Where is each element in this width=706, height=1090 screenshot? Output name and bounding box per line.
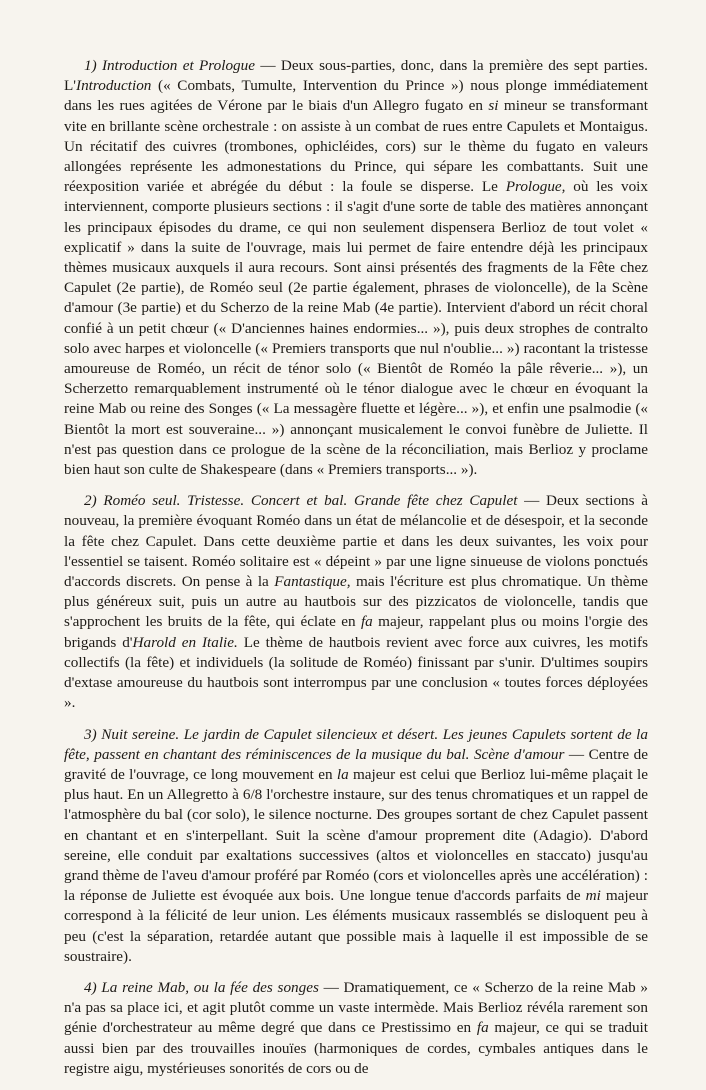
italic-run: Fantastique, (274, 573, 351, 591)
text-run: mais l'écriture est plus chromatique. Un thème plus généreux suit, puis un autre au hautbois sur des pizzicatos de violoncelle, tandis que s'approchent les bruits de la fête, qui éclate en (64, 573, 648, 631)
paragraph-1 (64, 56, 648, 480)
text-run: — Centre de gravité de l'ouvrage, ce long mouvement en (64, 745, 648, 783)
text-run: — Deux sous-parties, donc, dans la première des sept parties. (254, 57, 648, 74)
text-run: majeur, ce qui se traduit aussi bien par des trouvailles inouïes (harmoniques de cordes, cymbales antiques dans le registre aigu, mystérieuses sonorités de cors ou de (64, 1019, 648, 1077)
paragraph-4 (64, 978, 648, 1079)
italic-run: la (336, 765, 349, 783)
text-run: Le thème de hautbois revient avec force aux cuivres, les motifs collectifs (la fête) et individuels (la solitude de Roméo) finissant par s'unir. D'ultimes soupirs d'extase amoureuse du hautbois sont interrompus par une conclusion « toutes forces déployées ». (64, 633, 648, 712)
italic-run: Prologue, (505, 178, 566, 196)
italic-run: Introduction (76, 77, 152, 95)
paragraph-number: 2) (84, 492, 104, 510)
paragraph-heading: Introduction et Prologue (102, 57, 255, 74)
text-run: où les voix interviennent, comporte plusieurs sections : il s'agit d'une sorte de table des matières annonçant les principaux épisodes du drame, ce qui non seulement dispensera Berlioz de tout volet « explicatif » dans la suite de l'ouvrage, mais lui permet de faire entendre déjà les principaux thèmes musicaux auxquels il aura recours. Sont ainsi présentés des fragments de la Fête chez Capulet (2e partie), de Roméo seul (2e partie également, phrases de violoncelle), de la Scène d'amour (3e partie) et du Scherzo de la reine Mab (4e partie). Intervient d'abord un récit choral confié à un petit chœur (« D'anciennes haines endormies... »), puis deux strophes de contralto solo avec harpes et violoncelle (« Premiers transports que nul n'oublie... ») racontant la tristesse amoureuse de Roméo, un récit de ténor solo (« Bientôt de Roméo la pâle rêverie... »), un Scherzetto remarquablement instrumenté où le ténor dialogue avec le chœur en évoquant la reine Mab ou reine des Songes (« La messagère fluette et légère... »), et enfin une psalmodie (« Bientôt la mort est souveraine... ») annonçant musicalement le convoi funèbre de Juliette. Il n'est pas question dans ce prologue de la scène de la réconciliation, mais Berlioz y proclame bien haut son culte de Shakespeare (dans « Premiers transports... »). (64, 178, 648, 479)
text-run: (« Combats, Tumulte, Intervention du Prince ») nous plonge immédiatement dans les rues agitées de Vérone par le biais d'un Allegro fugato en (64, 77, 648, 115)
paragraph-heading: La reine Mab, ou la fée des songes (101, 978, 319, 996)
paragraph-number: 3) (84, 725, 102, 743)
paragraph-heading: Nuit sereine. Le jardin de Capulet silencieux et désert. Les jeunes Capulets sortent de la fête, passent en chantant des réminiscences de la musique du bal. Scène d'amour (64, 725, 649, 763)
text-run: majeur est celui que Berlioz lui-même plaçait le plus haut. En un Allegretto à 6/8 l'orchestre instaure, sur des tenus chromatiques et un rappel de l'atmosphère du bal (cor solo), le silence nocturne. Des groupes sortant de chez Capulet passent en chantant et en s'interpellant. Suit la scène d'amour proprement dite (Adagio). D'abord sereine, elle conduit par exaltations successives (altos et violoncelles en staccato) jusqu'au grand thème de l'aveu d'amour proféré par Roméo (cors et violoncelles après une accélération) : la réponse de Juliette est évoquée aux bois. Une longue tenue d'accords parfaits de (64, 765, 648, 905)
text-run: majeur, rappelant plus ou moins l'orgie des brigands d' (64, 613, 648, 651)
italic-run: fa (476, 1019, 489, 1037)
italic-run: mi (585, 887, 601, 905)
paragraph-heading: Roméo seul. Tristesse. Concert et bal. Grande fête chez Capulet (103, 492, 518, 510)
text-run: majeur correspond à la félicité de leur union. Les éléments musicaux rassemblés se disloquent peu à peu (c'est la séparation, retardée autant que possible mais à laquelle il est impossible de se soustraire). (64, 887, 649, 965)
italic-run: si (488, 97, 499, 115)
text-run: — Dramatiquement, ce « Scherzo de la reine Mab » n'a pas sa place ici, et agit plutôt comme un vaste intermède. Mais Berlioz révéla rarement son génie d'orchestrateur au même degré que dans ce Prestissimo en (64, 978, 648, 1037)
paragraph-2 (64, 491, 648, 713)
text-run: — Deux sections à nouveau, la première évoquant Roméo dans un état de mélancolie et de désespoir, et la seconde la fête chez Capulet. Dans cette deuxième partie et dans les deux suivantes, les voix pour l'essentiel se taisent. Roméo solitaire est « dépeint » par une ligne sinueuse de violons ponctués d'accords discrets. On pense à la (64, 492, 648, 591)
document-body (64, 56, 648, 1090)
italic-run: Harold en Italie. (132, 633, 238, 651)
paragraph-number: 4) (84, 978, 102, 996)
text-run: mineur se transformant vite en brillante scène orchestrale : on assiste à un combat de rues entre Capulets et Montaigus. Un récitatif des cuivres (trombones, ophicléides, cors) sur le thème du fugato en valeurs allongées représente les admonestations du Prince, qui sépare les combattants. Suit une réexposition variée et abrégée du début : la foule se disperse. Le (64, 97, 648, 196)
paragraph-number: 1) (84, 57, 102, 74)
paragraph-3 (64, 725, 648, 967)
italic-run: fa (360, 613, 373, 631)
text-run: L' (64, 77, 77, 95)
